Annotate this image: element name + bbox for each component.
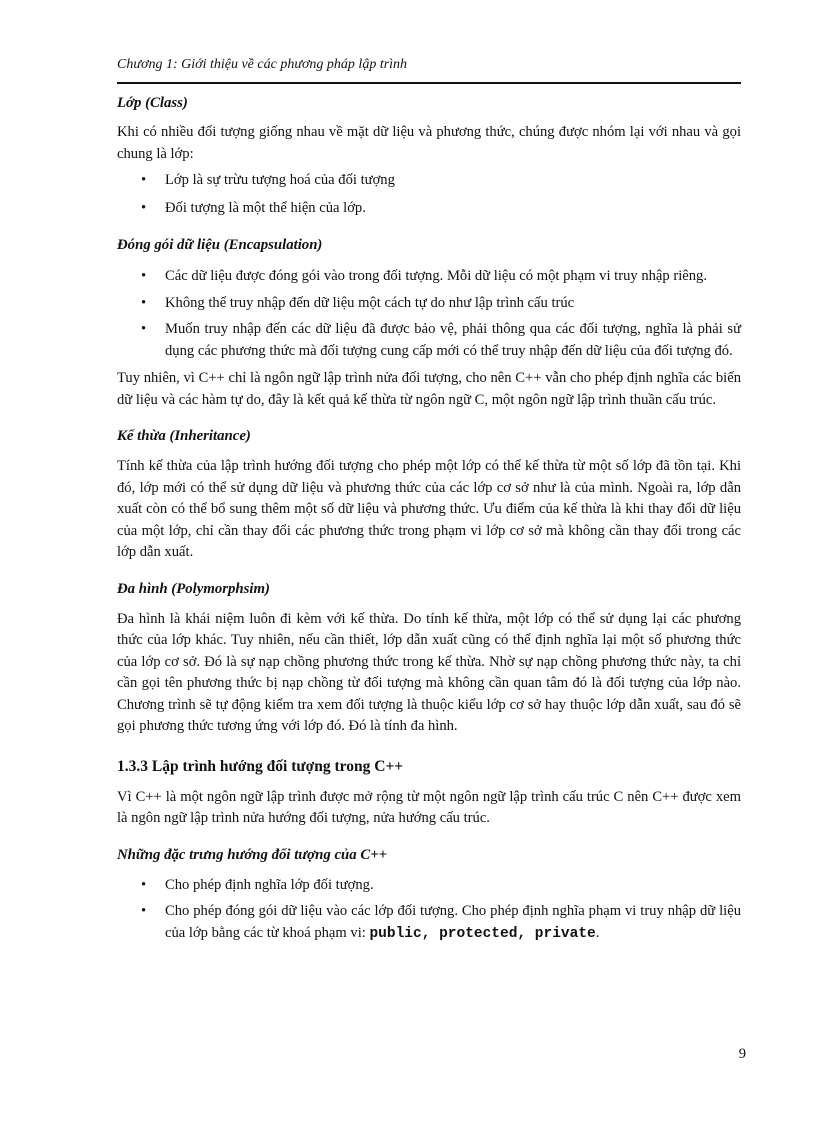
features-bullet-list [117,875,741,946]
list-item: • Không thể truy nhập đến dữ liệu một cách tự do như lập trình cấu trúc [117,293,741,315]
list-item: • Cho phép định nghĩa lớp đối tượng. [117,875,741,897]
list-item [117,901,741,945]
page-content [117,92,741,945]
encapsulation-heading: Đóng gói dữ liệu (Encapsulation) [117,237,323,253]
class-heading: Lớp (Class) [117,95,188,111]
encapsulation-note: Tuy nhiên, vì C++ chỉ là ngôn ngữ lập trình nửa đối tượng, cho nên C++ vẫn cho phép định nghĩa các biến dữ liệu và các hàm tự do, đây là kết quả kế thừa từ ngôn ngữ C, một ngôn ngữ lập trình thuần cấu trúc. [117,370,741,408]
list-item: • Lớp là sự trừu tượng hoá của đối tượng [117,170,741,192]
list-item: • Đối tượng là một thể hiện của lớp. [117,198,741,220]
class-intro: Khi có nhiều đối tượng giống nhau về mặt dữ liệu và phương thức, chúng được nhóm lại với nhau và gọi chung là lớp: [117,124,741,162]
features-heading: Những đặc trưng hướng đối tượng của C++ [117,846,388,863]
list-item: • Các dữ liệu được đóng gói vào trong đối tượng. Mỗi dữ liệu có một phạm vi truy nhập riêng. [117,266,741,288]
header-rule [117,82,741,84]
inheritance-body: Tính kế thừa của lập trình hướng đối tượng cho phép một lớp có thể kế thừa từ một số lớp đã tồn tại. Khi đó, lớp mới có thể sử dụng dữ liệu và phương thức của các lớp cơ sở như là của mình. Ngoài ra, lớp dẫn xuất còn có thể bổ sung thêm một số dữ liệu và phương thức. Ưu điểm của kế thừa là khi thay đổi dữ liệu của một lớp, chỉ cần thay đổi các phương thức trong phạm vi lớp cơ sở mà không cần thay đổi trong các lớp dẫn xuất. [117,458,741,560]
class-bullet-list [117,170,741,219]
oop-cpp-body: Vì C++ là một ngôn ngữ lập trình được mở rộng từ một ngôn ngữ lập trình cấu trúc C nên C++ được xem là ngôn ngữ lập trình nửa hướng đối tượng, nửa hướng cấu trúc. [117,788,741,826]
access-keywords: public, protected, private [369,925,596,942]
encapsulation-bullet-list [117,266,741,362]
running-header: Chương 1: Giới thiệu về các phương pháp lập trình [117,57,408,72]
feature-end: . [595,924,600,941]
section-title: 1.3.3 Lập trình hướng đối tượng trong C++ [117,757,404,775]
polymorphism-heading: Đa hình (Polymorphsim) [117,580,270,597]
inheritance-heading: Kế thừa (Inheritance) [117,428,251,444]
feature-text: Cho phép đóng gói dữ liệu vào các lớp đối tượng. Cho phép định nghĩa phạm vi truy nhập dữ liệu của lớp bằng các từ khoá phạm vi: [165,903,741,941]
polymorphism-body: Đa hình là khái niệm luôn đi kèm với kế thừa. Do tính kế thừa, một lớp có thể sử dụng lại các phương thức của lớp khác. Tuy nhiên, nếu cần thiết, lớp dẫn xuất cũng có thể định nghĩa lại một số phương thức của lớp cơ sở. Đó là sự nạp chồng phương thức trong kế thừa. Nhờ sự nạp chồng phương thức này, ta chỉ cần gọi tên phương thức bị nạp chồng từ đối tượng mà không cần quan tâm đó là đối tượng của lớp nào. Chương trình sẽ tự động kiểm tra xem đối tượng là thuộc kiểu lớp cơ sở hay thuộc lớp dẫn xuất, sau đó sẽ gọi phương thức tương ứng với lớp đó. Đó là tính đa hình. [117,610,741,734]
page-number: 9 [738,1046,746,1062]
list-item: • Muốn truy nhập đến các dữ liệu đã được bảo vệ, phải thông qua các đối tượng, nghĩa là phải sử dụng các phương thức mà đối tượng cung cấp mới có thể truy nhập đến dữ liệu của đối tượng đó. [117,319,741,362]
